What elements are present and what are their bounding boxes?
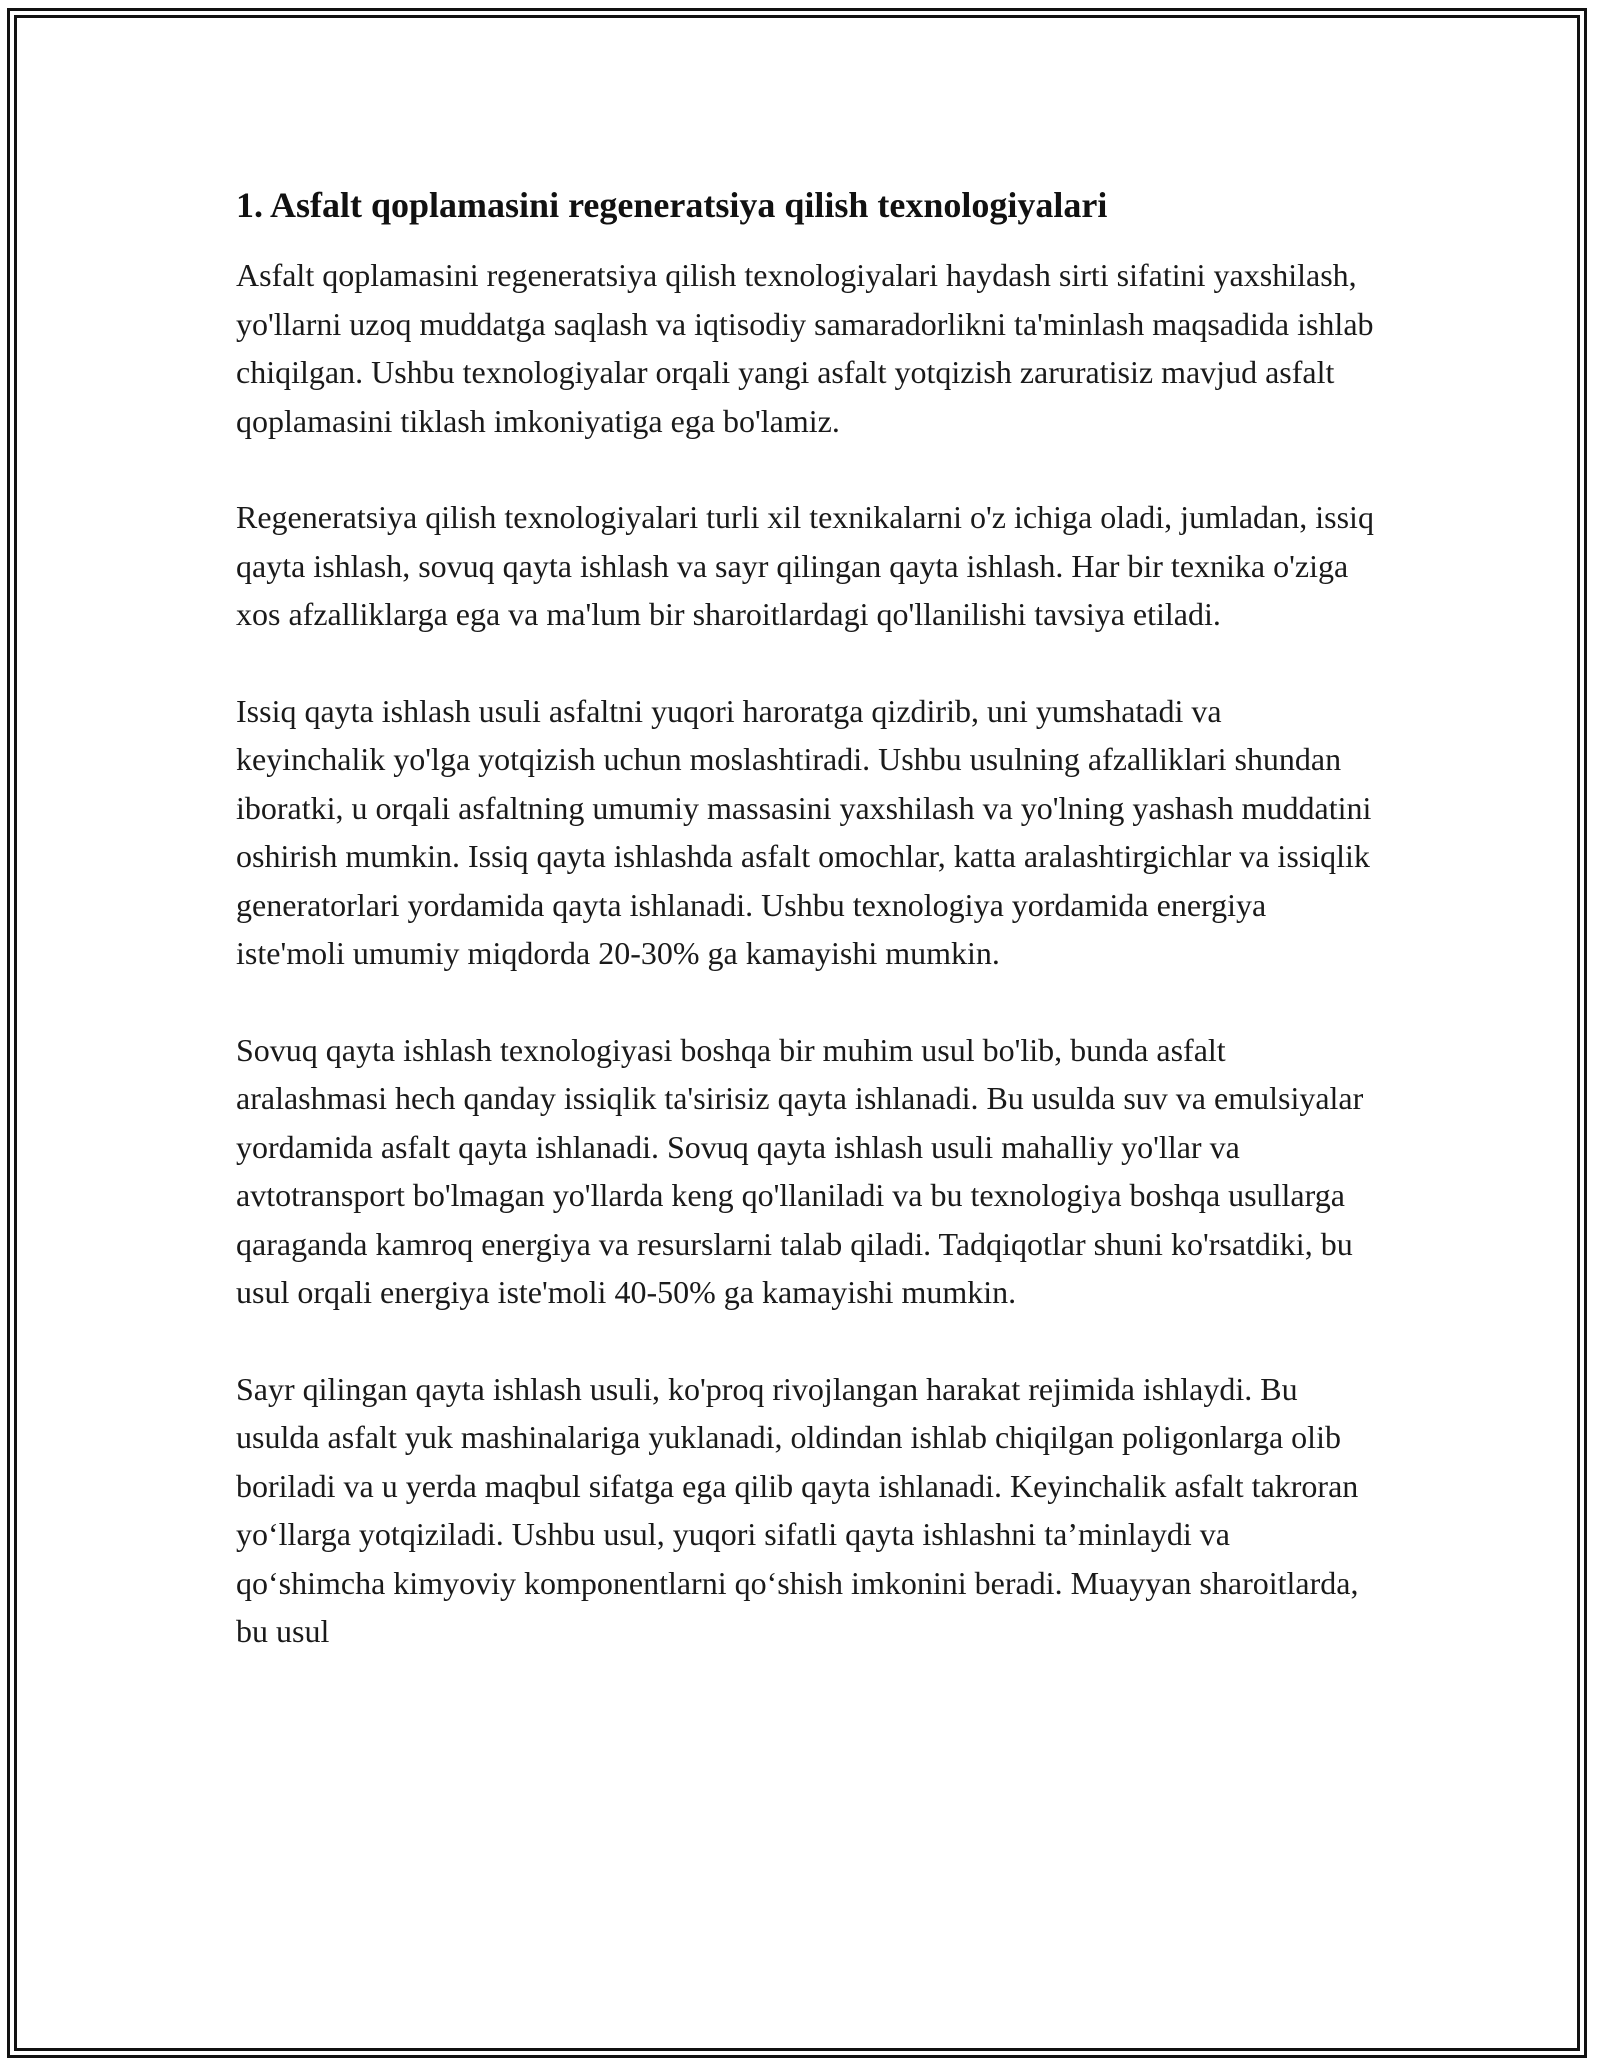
paragraph: Regeneratsiya qilish texnologiyalari turli xil texnikalarni o'z ichiga oladi, jumladan, issiq qayta ishlash, sovuq qayta ishlash va sayr qilingan qayta ishlash. Har bir texnika o'ziga xos afzalliklarga ega va ma'lum bir sharoitlardagi qo'llanilishi tavsiya etiladi. bbox=[236, 499, 1374, 633]
document-body bbox=[236, 184, 1376, 1656]
paragraph: Asfalt qoplamasini regeneratsiya qilish texnologiyalari haydash sirti sifatini yaxshilash, yo'llarni uzoq muddatga saqlash va iqtisodiy samaradorlikni ta'minlash maqsadida ishlab chiqilgan. Ushbu texnologiyalar orqali yangi asfalt yotqizish zaruratisiz mavjud asfalt qoplamasini tiklash imkoniyatiga ega bo'lamiz. bbox=[236, 257, 1374, 439]
paragraph: Issiq qayta ishlash usuli asfaltni yuqori haroratga qizdirib, uni yumshatadi va keyinchalik yo'lga yotqizish uchun moslashtiradi. Ushbu usulning afzalliklari shundan iboratki, u orqali asfaltning umumiy massasini yaxshilash va yo'lning yashash muddatini oshirish mumkin. Issiq qayta ishlashda asfalt omochlar, katta aralashtirgichlar va issiqlik generatorlari yordamida qayta ishlanadi. Ushbu texnologiya yordamida energiya iste'moli umumiy miqdorda 20-30% ga kamayishi mumkin. bbox=[236, 692, 1372, 972]
paragraph: Sovuq qayta ishlash texnologiyasi boshqa bir muhim usul bo'lib, bunda asfalt aralashmasi hech qanday issiqlik ta'sirisiz qayta ishlanadi. Bu usulda suv va emulsiyalar yordamida asfalt qayta ishlanadi. Sovuq qayta ishlash usuli mahalliy yo'llar va avtotransport bo'lmagan yo'llarda keng qo'llaniladi va bu texnologiya boshqa usullarga qaraganda kamroq energiya va resurslarni talab qiladi. Tadqiqotlar shuni ko'rsatdiki, bu usul orqali energiya iste'moli 40-50% ga kamayishi mumkin. bbox=[236, 1031, 1364, 1311]
paragraph: Sayr qilingan qayta ishlash usuli, ko'proq rivojlangan harakat rejimida ishlaydi. Bu usulda asfalt yuk mashinalariga yuklanadi, oldindan ishlab chiqilgan poligonlarga olib boriladi va u yerda maqbul sifatga ega qilib qayta ishlanadi. Keyinchalik asfalt takroran yo‘llarga yotqiziladi. Ushbu usul, yuqori sifatli qayta ishlashni ta’minlaydi va qo‘shimcha kimyoviy komponentlarni qo‘shish imkonini beradi. Muayyan sharoitlarda, bu usul bbox=[236, 1370, 1359, 1650]
section-heading: 1. Asfalt qoplamasini regeneratsiya qilish texnologiyalari bbox=[236, 185, 1108, 225]
